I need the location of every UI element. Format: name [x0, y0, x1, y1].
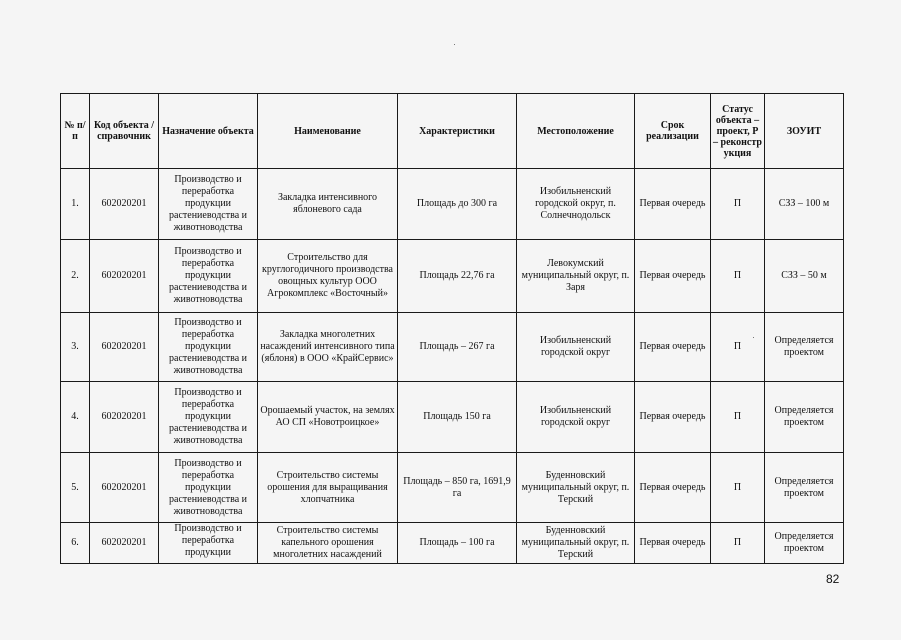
cell-number: 2. — [61, 240, 90, 313]
cell-status: П — [711, 382, 765, 453]
cell-zouit: Определяется проектом — [765, 523, 844, 564]
page-number: 82 — [826, 572, 840, 586]
cell-term: Первая очередь — [635, 240, 711, 313]
cell-location: Буденновский муниципальный округ, п. Терский — [517, 453, 635, 523]
cell-code: 602020201 — [90, 453, 159, 523]
cell-number: 3. — [61, 313, 90, 382]
cell-status: П — [711, 169, 765, 240]
header-purpose: Назначение объекта — [159, 94, 258, 169]
cell-purpose: Производство и переработка продукции растениеводства и животноводства — [159, 240, 258, 313]
cell-purpose: Производство и переработка продукции растениеводства и животноводства — [159, 313, 258, 382]
cell-status: П — [711, 240, 765, 313]
cell-purpose: Производство и переработка продукции растениеводства и животноводства — [159, 453, 258, 523]
header-zouit: ЗОУИТ — [765, 94, 844, 169]
cell-name: Закладка многолетних насаждений интенсивного типа (яблоня) в ООО «КрайСервис» — [258, 313, 398, 382]
cell-status: П — [711, 313, 765, 382]
table-header-row — [61, 94, 844, 169]
cell-term: Первая очередь — [635, 523, 711, 564]
scan-speck — [454, 44, 455, 45]
cell-number: 4. — [61, 382, 90, 453]
cell-location: Изобильненский городской округ — [517, 382, 635, 453]
cell-characteristics: Площадь 150 га — [398, 382, 517, 453]
cell-name: Строительство системы капельного орошения многолетних насаждений — [258, 523, 398, 564]
cell-purpose: Производство и переработка продукции — [159, 523, 258, 564]
cell-term: Первая очередь — [635, 453, 711, 523]
cell-purpose: Производство и переработка продукции растениеводства и животноводства — [159, 382, 258, 453]
objects-table — [60, 93, 844, 564]
cell-characteristics: Площадь – 850 га, 1691,9 га — [398, 453, 517, 523]
cell-code: 602020201 — [90, 240, 159, 313]
cell-location: Буденновский муниципальный округ, п. Терский — [517, 523, 635, 564]
cell-name: Строительство системы орошения для выращивания хлопчатника — [258, 453, 398, 523]
cell-purpose: Производство и переработка продукции растениеводства и животноводства — [159, 169, 258, 240]
cell-name: Строительство для круглогодичного производства овощных культур ООО Агрокомплекс «Восточный» — [258, 240, 398, 313]
cell-characteristics: Площадь до 300 га — [398, 169, 517, 240]
table-row — [61, 382, 844, 453]
cell-name: Орошаемый участок, на землях АО СП «Новотроицкое» — [258, 382, 398, 453]
header-name: Наименование — [258, 94, 398, 169]
header-status: Статус объекта – проект, Р – реконстр укция — [711, 94, 765, 169]
cell-code: 602020201 — [90, 382, 159, 453]
cell-term: Первая очередь — [635, 169, 711, 240]
table-row — [61, 169, 844, 240]
table-row — [61, 453, 844, 523]
header-code: Код объекта / справочник — [90, 94, 159, 169]
cell-code: 602020201 — [90, 169, 159, 240]
header-characteristics: Характеристики — [398, 94, 517, 169]
cell-status: П — [711, 523, 765, 564]
cell-characteristics: Площадь – 267 га — [398, 313, 517, 382]
cell-location: Изобильненский городской округ — [517, 313, 635, 382]
cell-code: 602020201 — [90, 313, 159, 382]
cell-code: 602020201 — [90, 523, 159, 564]
cell-number: 6. — [61, 523, 90, 564]
cell-name: Закладка интенсивного яблоневого сада — [258, 169, 398, 240]
cell-location: Изобильненский городской округ, п. Солнечнодольск — [517, 169, 635, 240]
cell-zouit: Определяется проектом — [765, 382, 844, 453]
header-number: № п/п — [61, 94, 90, 169]
cell-zouit: СЗЗ – 100 м — [765, 169, 844, 240]
cell-location: Левокумский муниципальный округ, п. Заря — [517, 240, 635, 313]
cell-status: П — [711, 453, 765, 523]
table-row — [61, 313, 844, 382]
table-row — [61, 240, 844, 313]
cell-number: 5. — [61, 453, 90, 523]
cell-zouit: СЗЗ – 50 м — [765, 240, 844, 313]
table-row — [61, 523, 844, 564]
cell-characteristics: Площадь – 100 га — [398, 523, 517, 564]
cell-characteristics: Площадь 22,76 га — [398, 240, 517, 313]
cell-term: Первая очередь — [635, 382, 711, 453]
cell-zouit: Определяется проектом — [765, 453, 844, 523]
cell-number: 1. — [61, 169, 90, 240]
cell-term: Первая очередь — [635, 313, 711, 382]
cell-zouit: Определяется проектом — [765, 313, 844, 382]
header-term: Срок реализации — [635, 94, 711, 169]
header-location: Местоположение — [517, 94, 635, 169]
